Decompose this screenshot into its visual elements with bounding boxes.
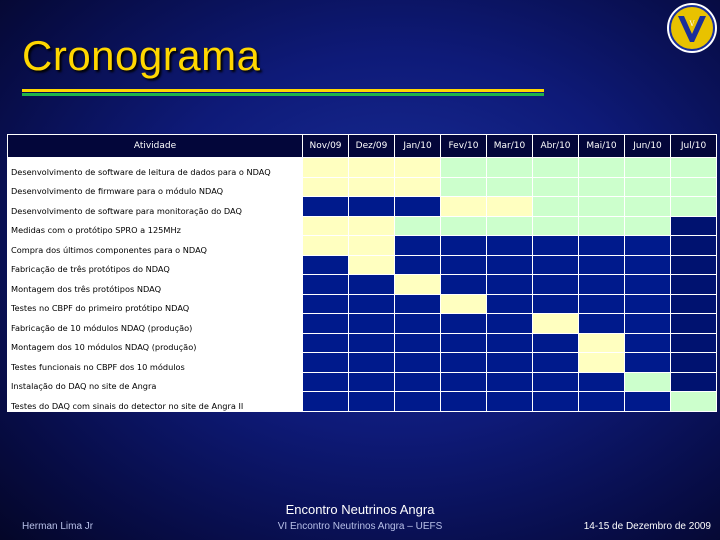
activity-cell: Fabricação de três protótipos do NDAQ xyxy=(8,255,303,275)
month-header: Fev/10 xyxy=(441,135,487,158)
schedule-cell xyxy=(303,177,349,197)
activity-cell: Testes do DAQ com sinais do detector no site de Angra II xyxy=(8,392,303,412)
schedule-cell xyxy=(487,333,533,353)
schedule-cell xyxy=(487,353,533,373)
schedule-row xyxy=(8,158,717,178)
schedule-row xyxy=(8,177,717,197)
schedule-cell xyxy=(395,314,441,334)
schedule-cell xyxy=(395,255,441,275)
activity-cell: Testes funcionais no CBPF dos 10 módulos xyxy=(8,353,303,373)
schedule-cell xyxy=(533,255,579,275)
schedule-cell xyxy=(671,333,717,353)
schedule-cell xyxy=(671,197,717,217)
schedule-cell xyxy=(303,353,349,373)
schedule-row xyxy=(8,333,717,353)
schedule-cell xyxy=(533,353,579,373)
schedule-cell xyxy=(303,197,349,217)
schedule-cell xyxy=(579,236,625,256)
schedule-row xyxy=(8,197,717,217)
schedule-cell xyxy=(349,236,395,256)
schedule-cell xyxy=(395,236,441,256)
schedule-cell xyxy=(303,158,349,178)
schedule-cell xyxy=(441,158,487,178)
schedule-cell xyxy=(441,275,487,295)
schedule-cell xyxy=(671,216,717,236)
schedule-cell xyxy=(303,392,349,412)
schedule-cell xyxy=(395,216,441,236)
schedule-cell xyxy=(395,392,441,412)
schedule-cell xyxy=(441,314,487,334)
footer-event-subtitle: VI Encontro Neutrinos Angra – UEFS xyxy=(277,521,443,532)
schedule-cell xyxy=(625,236,671,256)
schedule-cell xyxy=(303,216,349,236)
schedule-row xyxy=(8,314,717,334)
schedule-cell xyxy=(349,392,395,412)
title-underline-yellow xyxy=(22,89,544,92)
schedule-cell xyxy=(533,177,579,197)
logo-letter: V xyxy=(689,20,695,28)
schedule-cell xyxy=(625,314,671,334)
schedule-cell xyxy=(671,372,717,392)
schedule-cell xyxy=(395,333,441,353)
schedule-cell xyxy=(303,372,349,392)
schedule-cell xyxy=(349,255,395,275)
schedule-cell xyxy=(395,158,441,178)
schedule-cell xyxy=(671,294,717,314)
schedule-header-row xyxy=(8,135,717,158)
schedule-cell xyxy=(579,197,625,217)
schedule-cell xyxy=(671,314,717,334)
schedule-cell xyxy=(579,255,625,275)
schedule-cell xyxy=(395,294,441,314)
schedule-cell xyxy=(487,275,533,295)
month-header: Nov/09 xyxy=(303,135,349,158)
schedule-cell xyxy=(533,294,579,314)
schedule-cell xyxy=(303,294,349,314)
schedule-cell xyxy=(533,314,579,334)
schedule-row xyxy=(8,236,717,256)
slide-title: Cronograma xyxy=(22,32,261,79)
schedule-cell xyxy=(487,197,533,217)
schedule-row xyxy=(8,275,717,295)
schedule-cell xyxy=(625,197,671,217)
schedule-cell xyxy=(487,158,533,178)
schedule-cell xyxy=(349,372,395,392)
activity-cell: Desenvolvimento de software de leitura de dados para o NDAQ xyxy=(8,158,303,178)
schedule-cell xyxy=(441,236,487,256)
schedule-cell xyxy=(441,177,487,197)
activity-cell: Compra dos últimos componentes para o NDAQ xyxy=(8,236,303,256)
schedule-cell xyxy=(395,275,441,295)
schedule-cell xyxy=(671,158,717,178)
schedule-cell xyxy=(579,372,625,392)
schedule-cell xyxy=(303,255,349,275)
schedule-cell xyxy=(671,255,717,275)
schedule-cell xyxy=(579,177,625,197)
schedule-cell xyxy=(625,392,671,412)
month-header: Jul/10 xyxy=(671,135,717,158)
schedule-cell xyxy=(303,275,349,295)
schedule-cell xyxy=(349,216,395,236)
schedule-cell xyxy=(579,353,625,373)
schedule-cell xyxy=(349,333,395,353)
schedule-cell xyxy=(349,314,395,334)
schedule-row xyxy=(8,216,717,236)
schedule-cell xyxy=(487,216,533,236)
footer-date: 14-15 de Dezembro de 2009 xyxy=(583,521,711,532)
schedule-cell xyxy=(625,372,671,392)
schedule-cell xyxy=(395,177,441,197)
schedule-cell xyxy=(441,353,487,373)
schedule-cell xyxy=(625,294,671,314)
schedule-cell xyxy=(533,275,579,295)
schedule-cell xyxy=(579,314,625,334)
schedule-cell xyxy=(579,333,625,353)
schedule-cell xyxy=(349,197,395,217)
schedule-cell xyxy=(303,333,349,353)
month-header: Jun/10 xyxy=(625,135,671,158)
schedule-cell xyxy=(349,177,395,197)
schedule-cell xyxy=(441,392,487,412)
schedule-cell xyxy=(533,197,579,217)
schedule-cell xyxy=(533,392,579,412)
schedule-cell xyxy=(487,255,533,275)
activity-cell: Medidas com o protótipo SPRO a 125MHz xyxy=(8,216,303,236)
schedule-cell xyxy=(487,294,533,314)
schedule-row xyxy=(8,294,717,314)
schedule-row xyxy=(8,392,717,412)
schedule-cell xyxy=(349,158,395,178)
schedule-cell xyxy=(625,275,671,295)
footer-author: Herman Lima Jr xyxy=(22,521,94,532)
schedule-cell xyxy=(579,216,625,236)
schedule-cell xyxy=(625,158,671,178)
activity-cell: Desenvolvimento de software para monitoração do DAQ xyxy=(8,197,303,217)
schedule-cell xyxy=(441,255,487,275)
schedule-cell xyxy=(579,275,625,295)
schedule-cell xyxy=(441,216,487,236)
month-header: Mai/10 xyxy=(579,135,625,158)
schedule-cell xyxy=(533,236,579,256)
schedule-cell xyxy=(533,333,579,353)
schedule-cell xyxy=(533,216,579,236)
activity-cell: Testes no CBPF do primeiro protótipo NDAQ xyxy=(8,294,303,314)
schedule-cell xyxy=(671,353,717,373)
schedule-cell xyxy=(533,372,579,392)
schedule-cell xyxy=(625,255,671,275)
schedule-cell xyxy=(625,333,671,353)
schedule-cell xyxy=(303,314,349,334)
schedule-row xyxy=(8,255,717,275)
schedule-cell xyxy=(579,392,625,412)
schedule-cell xyxy=(579,158,625,178)
schedule-cell xyxy=(625,353,671,373)
schedule-cell xyxy=(625,177,671,197)
v-shield-logo-icon xyxy=(666,2,718,54)
schedule-cell xyxy=(349,353,395,373)
month-header: Mar/10 xyxy=(487,135,533,158)
schedule-cell xyxy=(487,372,533,392)
month-header: Dez/09 xyxy=(349,135,395,158)
month-header: Jan/10 xyxy=(395,135,441,158)
schedule-cell xyxy=(625,216,671,236)
schedule-cell xyxy=(487,177,533,197)
schedule-table xyxy=(7,134,717,412)
schedule-cell xyxy=(303,236,349,256)
schedule-cell xyxy=(349,275,395,295)
schedule-cell xyxy=(487,392,533,412)
schedule-cell xyxy=(441,372,487,392)
schedule-cell xyxy=(441,333,487,353)
schedule-cell xyxy=(671,236,717,256)
schedule-cell xyxy=(441,294,487,314)
activity-cell: Desenvolvimento de firmware para o módulo NDAQ xyxy=(8,177,303,197)
month-header: Abr/10 xyxy=(533,135,579,158)
schedule-row xyxy=(8,353,717,373)
activity-cell: Montagem dos três protótipos NDAQ xyxy=(8,275,303,295)
schedule-cell xyxy=(349,294,395,314)
schedule-cell xyxy=(395,353,441,373)
schedule-cell xyxy=(487,314,533,334)
schedule-cell xyxy=(533,158,579,178)
schedule-row xyxy=(8,372,717,392)
schedule-cell xyxy=(671,275,717,295)
schedule-cell xyxy=(671,177,717,197)
schedule-cell xyxy=(395,197,441,217)
footer-event-title: Encontro Neutrinos Angra xyxy=(285,502,435,517)
activity-column-header: Atividade xyxy=(8,135,303,158)
schedule-cell xyxy=(579,294,625,314)
schedule-cell xyxy=(671,392,717,412)
activity-cell: Instalação do DAQ no site de Angra xyxy=(8,372,303,392)
schedule-cell xyxy=(441,197,487,217)
schedule-cell xyxy=(395,372,441,392)
title-underline-green xyxy=(22,93,544,96)
schedule-body xyxy=(8,158,717,412)
activity-cell: Montagem dos 10 módulos NDAQ (produção) xyxy=(8,333,303,353)
activity-cell: Fabricação de 10 módulos NDAQ (produção) xyxy=(8,314,303,334)
schedule-cell xyxy=(487,236,533,256)
